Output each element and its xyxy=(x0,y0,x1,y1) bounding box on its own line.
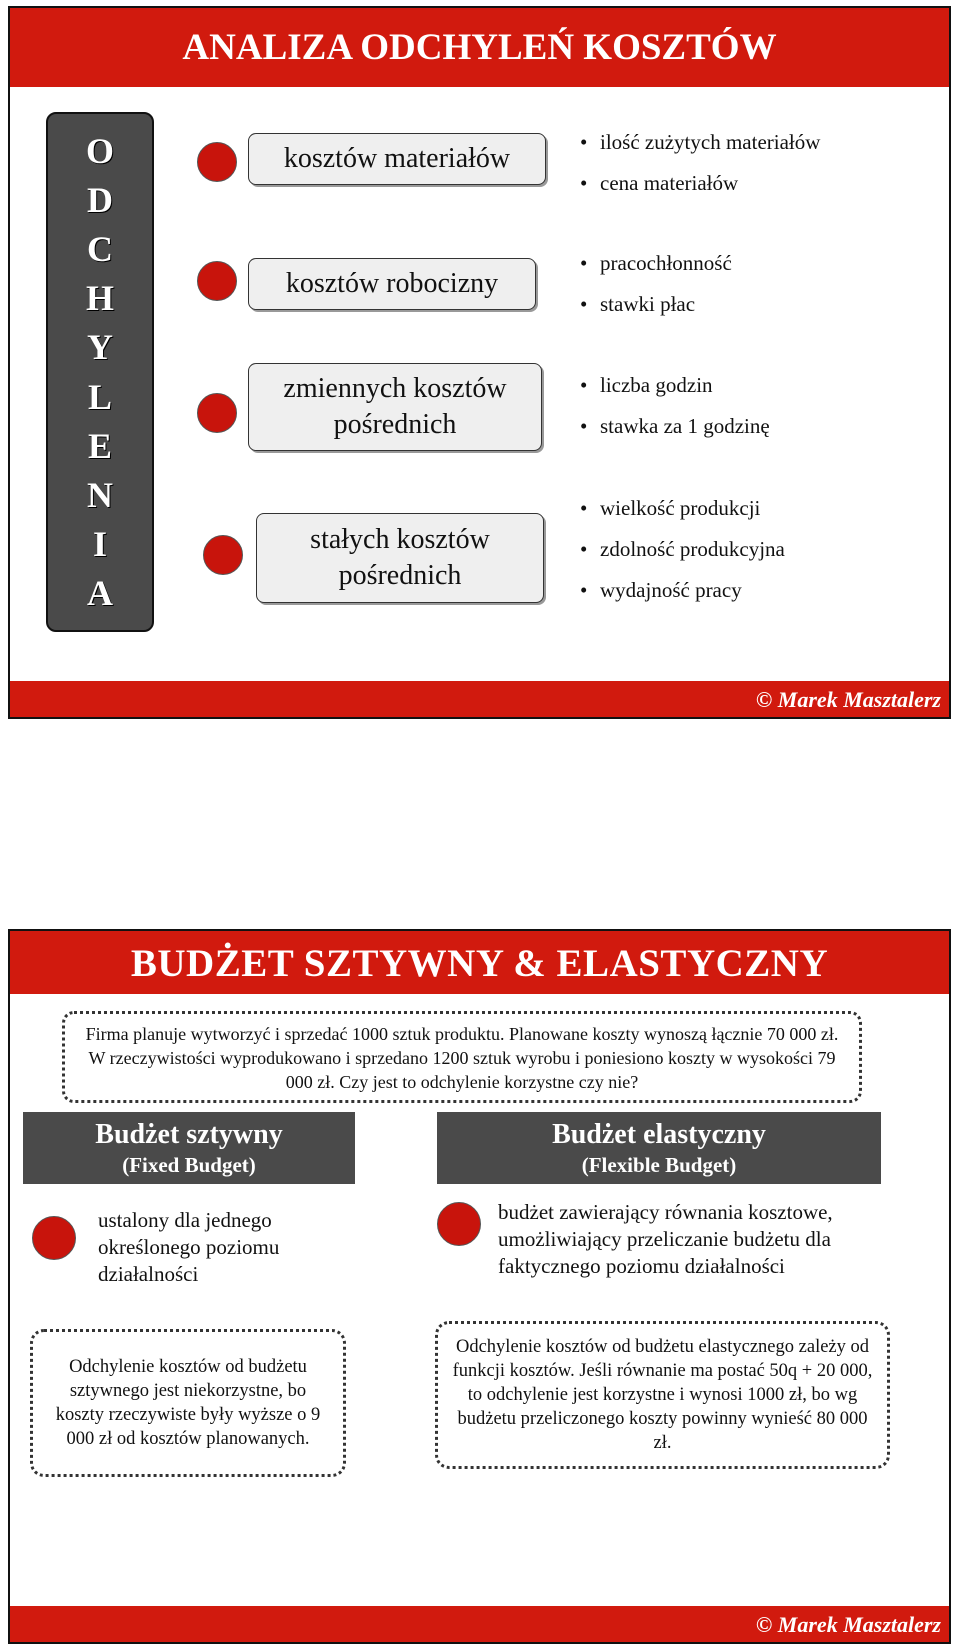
list-fixed-overhead-factors xyxy=(580,488,785,611)
fixed-budget-heading xyxy=(23,1112,355,1184)
flexible-budget-heading xyxy=(437,1112,881,1184)
list-item: • stawki płac xyxy=(580,284,732,325)
bullet-dot-icon xyxy=(197,261,237,301)
slide-cost-variance-analysis xyxy=(8,6,951,719)
flexible-budget-description: budżet zawierający równania kosztowe, umożliwiający przeliczanie budżetu dla faktycznego poziomu działalności xyxy=(498,1200,833,1278)
flexible-budget-subtitle: (Flexible Budget) xyxy=(581,1153,737,1177)
list-labor-factors xyxy=(580,243,732,325)
fixed-budget-note: Odchylenie kosztów od budżetu sztywnego jest niekorzystne, bo koszty rzeczywiste były wyższe o 9 000 zł od kosztów planowanych. xyxy=(30,1329,346,1477)
vertical-letter: N xyxy=(87,474,113,515)
vertical-letter: Y xyxy=(87,327,113,368)
bullet-dot-icon xyxy=(437,1202,481,1246)
vertical-word-odchylenia xyxy=(46,112,154,632)
list-item: • zdolność produkcyjna xyxy=(580,529,785,570)
slide1-footer-bar xyxy=(10,681,949,717)
slide1-title: ANALIZA ODCHYLEŃ KOSZTÓW xyxy=(10,8,949,87)
vertical-letter: O xyxy=(85,130,114,171)
list-variable-overhead-factors xyxy=(580,365,770,447)
slide2-title: BUDŻET SZTYWNY & ELASTYCZNY xyxy=(10,931,949,994)
category-materials: kosztów materiałów xyxy=(248,133,546,185)
list-item: • stawka za 1 godzinę xyxy=(580,406,770,447)
vertical-letter: C xyxy=(87,228,113,269)
bullet-dot-icon xyxy=(203,535,243,575)
fixed-budget-description: ustalony dla jednego określonego poziomu działalności xyxy=(98,1208,280,1286)
fixed-budget-subtitle: (Fixed Budget) xyxy=(122,1153,256,1177)
vertical-letter: A xyxy=(87,573,113,614)
list-materials-factors xyxy=(580,122,820,204)
list-item: • liczba godzin xyxy=(580,365,770,406)
category-fixed-overhead: stałych kosztów pośrednich xyxy=(256,513,544,603)
copyright-text: © Marek Masztalerz xyxy=(755,687,941,712)
category-labor: kosztów robocizny xyxy=(248,258,536,310)
flexible-budget-note: Odchylenie kosztów od budżetu elastycznego zależy od funkcji kosztów. Jeśli równanie ma postać 50q + 20 000, to odchylenie jest korzystne i wynosi 1000 zł, bo wg budżetu przeliczonego koszty powinny wynieść 80 000 zł. xyxy=(435,1321,890,1469)
vertical-letter: L xyxy=(87,376,112,417)
list-item: • pracochłonność xyxy=(580,243,732,284)
slide-fixed-flexible-budget xyxy=(8,929,951,1644)
flexible-budget-title: Budżet elastyczny xyxy=(552,1119,766,1150)
list-item: • wydajność pracy xyxy=(580,570,785,611)
bullet-dot-icon xyxy=(197,142,237,182)
list-item: • ilość zużytych materiałów xyxy=(580,122,820,163)
list-item: • cena materiałów xyxy=(580,163,820,204)
slide2-footer-bar xyxy=(10,1606,949,1642)
fixed-budget-title: Budżet sztywny xyxy=(95,1119,283,1150)
list-item: • wielkość produkcji xyxy=(580,488,785,529)
bullet-dot-icon xyxy=(197,393,237,433)
vertical-letter: D xyxy=(87,179,113,220)
bullet-dot-icon xyxy=(32,1216,76,1260)
vertical-letter: E xyxy=(87,425,112,466)
category-variable-overhead: zmiennych kosztów pośrednich xyxy=(248,363,542,451)
vertical-letter: H xyxy=(85,278,114,319)
copyright-text: © Marek Masztalerz xyxy=(755,1612,941,1637)
vertical-letter: I xyxy=(92,524,107,565)
problem-statement: Firma planuje wytworzyć i sprzedać 1000 sztuk produktu. Planowane koszty wynoszą łącznie 70 000 zł. W rzeczywistości wyprodukowano i sprzedano 1200 sztuk wyrobu i poniesiono koszty w wysokości 79 000 zł. Czy jest to odchylenie korzystne czy nie? xyxy=(62,1011,862,1103)
